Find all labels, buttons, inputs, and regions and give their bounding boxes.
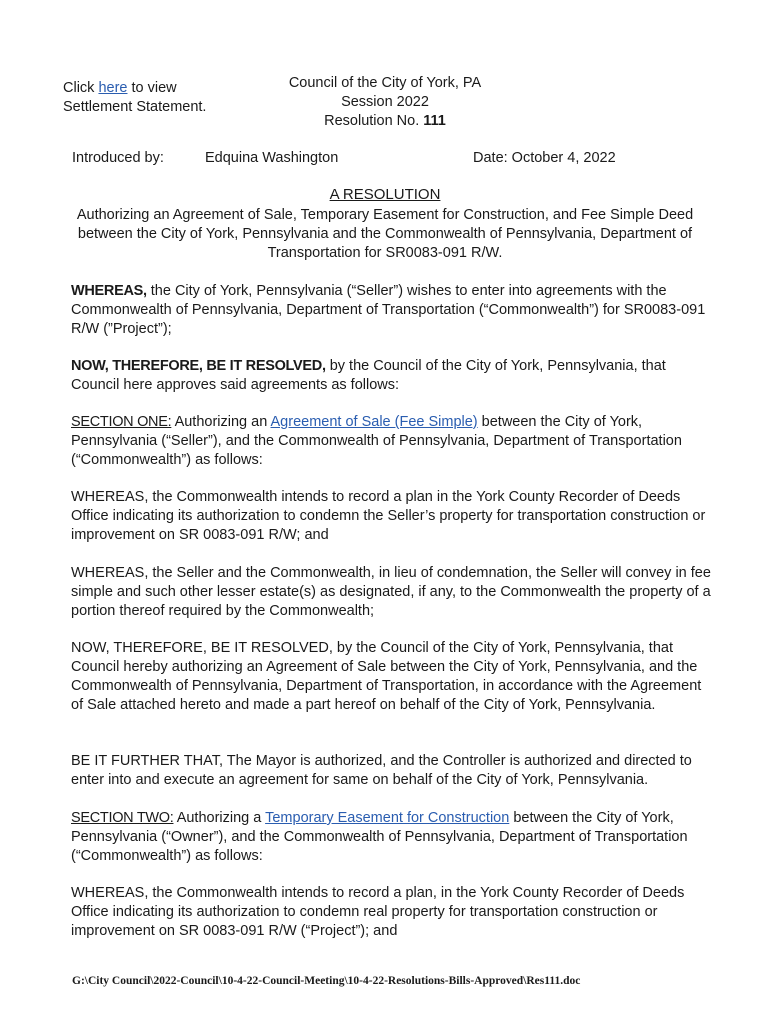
whereas-lead: WHEREAS, <box>71 283 147 299</box>
section-one-resolved: NOW, THEREFORE, BE IT RESOLVED, by the Council of the City of York, Pennsylvania, that Council hereby authorizing an Agreement of Sale between the City of York, Pennsylvania, and the Commonwealth of Pennsylvania, Department of Transportation, in accordance with the Agreement of Sale attached hereto and made a part hereof on behalf of the City of York, Pennsylvania. <box>71 640 702 713</box>
introduced-by-label: Introduced by: <box>72 150 164 166</box>
introducer-name: Edquina Washington <box>205 150 339 166</box>
settlement-link[interactable]: here <box>98 80 128 96</box>
section-one-whereas-1: WHEREAS, the Commonwealth intends to record a plan in the York County Recorder of Deeds Office indicating its authorization to condemn the Seller’s property for transportation construction or improvement on SR 0083-091 R/W; and <box>71 489 706 543</box>
section-two-paragraph <box>71 809 711 866</box>
section-two-whereas-1: WHEREAS, the Commonwealth intends to record a plan, in the York County Recorder of Deeds Office indicating its authorization to condemn real property for transportation construction or improvement on SR 0083-091 R/W (“Project”); and <box>71 885 685 939</box>
section-one-pre: Authorizing an <box>171 414 271 430</box>
section-one-lead: SECTION ONE: <box>71 414 172 430</box>
settlement-prefix: Click <box>63 80 99 96</box>
section-two-pre: Authorizing a <box>173 810 266 826</box>
council-header <box>270 74 500 131</box>
file-path-footer: G:\City Council\2022-Council\10-4-22-Council-Meeting\10-4-22-Resolutions-Bills-Approved\Res111.doc <box>72 975 581 987</box>
whereas-paragraph <box>71 282 711 339</box>
resolved-text: by the Council of the City of York, Pennsylvania, that Council here approves said agreements as follows: <box>71 358 666 393</box>
resolution-label: Resolution No. <box>324 113 424 129</box>
agreement-of-sale-link[interactable]: Agreement of Sale (Fee Simple) <box>270 414 478 430</box>
resolution-number-line <box>270 112 500 131</box>
resolved-paragraph <box>71 357 711 395</box>
resolution-date: Date: October 4, 2022 <box>473 150 616 166</box>
section-two-post: between the City of York, Pennsylvania (“Owner”), and the Commonwealth of Pennsylvania, Department of Transportation (“Commonwealth”) as follows: <box>71 810 688 864</box>
council-name: Council of the City of York, PA <box>288 75 482 91</box>
resolution-summary: Authorizing an Agreement of Sale, Temporary Easement for Construction, and Fee Simple Deed between the City of York, Pennsylvania and the Commonwealth of Pennsylvania, Department of Transportation for SR0083-091 R/W. <box>76 207 694 261</box>
section-two-lead: SECTION TWO: <box>71 810 174 826</box>
temporary-easement-link[interactable]: Temporary Easement for Construction <box>265 810 510 826</box>
settlement-suffix: to view <box>127 80 177 96</box>
section-one-paragraph <box>71 413 711 470</box>
session-label: Session 2022 <box>341 94 429 110</box>
settlement-note <box>63 79 206 117</box>
section-one-further: BE IT FURTHER THAT, The Mayor is authorized, and the Controller is authorized and directed to enter into and execute an agreement for same on behalf of the City of York, Pennsylvania. <box>71 753 692 788</box>
section-one-post: between the City of York, Pennsylvania (“Seller”), and the Commonwealth of Pennsylvania, Department of Transportation (“Commonwealth”) as follows: <box>71 414 682 468</box>
whereas-text: the City of York, Pennsylvania (“Seller”) wishes to enter into agreements with the Commonwealth of Pennsylvania, Department of Transportation (“Commonwealth”) for SR0083-091 R/W (”Project”); <box>71 283 706 337</box>
settlement-line-2: Settlement Statement. <box>63 99 207 115</box>
resolution-title: A RESOLUTION <box>329 186 441 203</box>
resolved-lead: NOW, THEREFORE, BE IT RESOLVED, <box>71 358 326 374</box>
resolution-number: 111 <box>423 113 446 129</box>
section-one-whereas-2: WHEREAS, the Seller and the Commonwealth, in lieu of condemnation, the Seller will convey in fee simple and such other lesser estate(s) as designated, if any, to the Commonwealth the property of a portion thereof required by the Commonwealth; <box>71 565 711 619</box>
